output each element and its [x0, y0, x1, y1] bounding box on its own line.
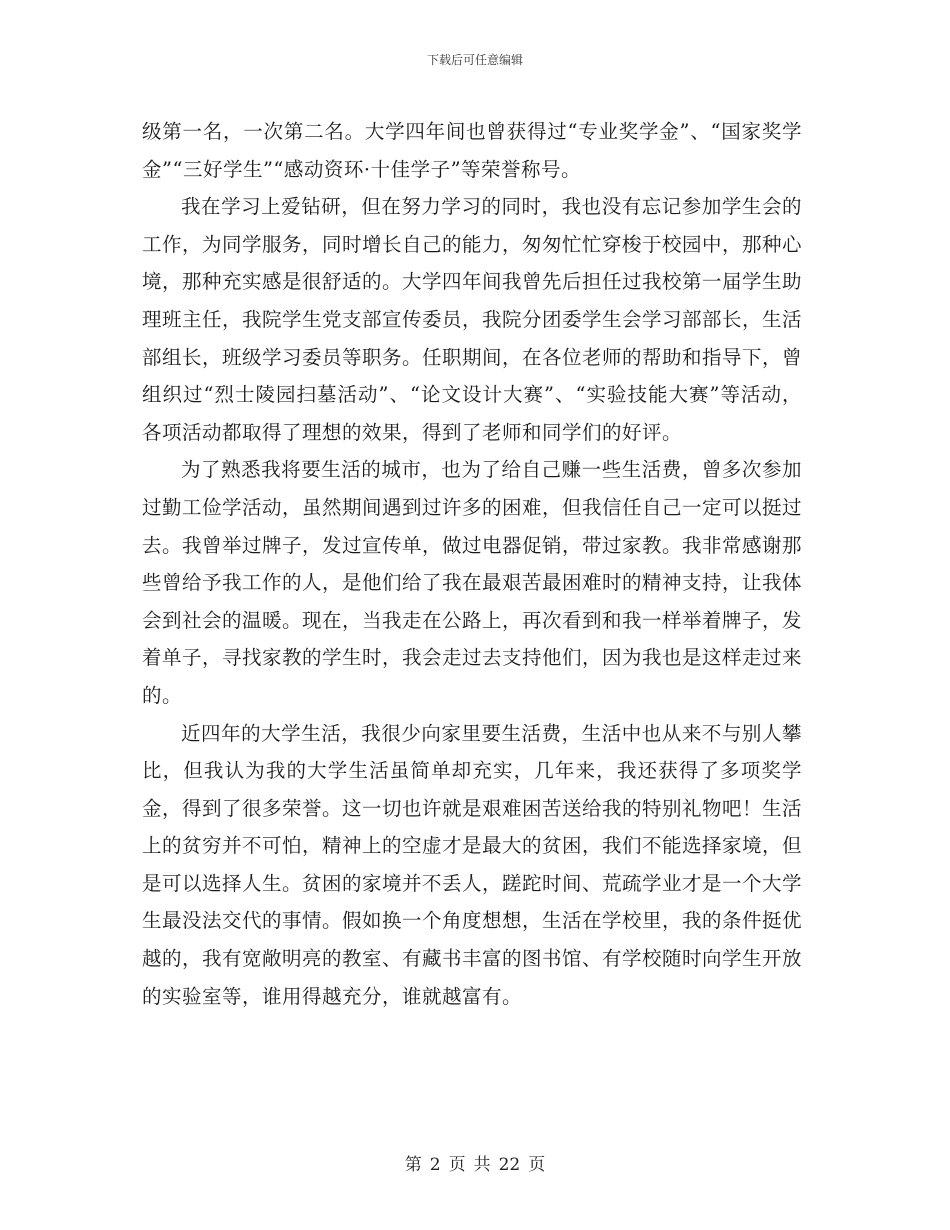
paragraph-2: 我在学习上爱钻研，但在努力学习的同时，我也没有忘记参加学生会的工作，为同学服务，同时增长自己的能力，匆匆忙忙穿梭于校园中，那种心境，那种充实感是很舒适的。大学四年间我曾先后担任过我校第一届学生助理班主任，我院学生党支部宣传委员，我院分团委学生会学习部部长，生活部组长，班级学习委员等职务。任职期间，在各位老师的帮助和指导下，曾组织过“烈士陵园扫墓活动”、“论文设计大赛”、“实验技能大赛”等活动，各项活动都取得了理想的效果，得到了老师和同学们的好评。	[142, 195, 803, 444]
footer-total-word: 共	[473, 1155, 491, 1175]
footer-page-word: 页	[448, 1155, 466, 1175]
footer-total-pages: 22	[498, 1155, 521, 1175]
footer-suffix: 页	[528, 1155, 546, 1175]
paragraph-3: 为了熟悉我将要生活的城市，也为了给自己赚一些生活费，曾多次参加过勤工俭学活动，虽然期间遇到过许多的困难，但我信任自己一定可以挺过去。我曾举过牌子，发过宣传单，做过电器促销，带过家教。我非常感谢那些曾给予我工作的人，是他们给了我在最艰苦最困难时的精神支持，让我体会到社会的温暖。现在，当我走在公路上，再次看到和我一样举着牌子，发着单子，寻找家教的学生时，我会走过去支持他们，因为我也是这样走过来的。	[142, 458, 803, 707]
paragraph-1: 级第一名，一次第二名。大学四年间也曾获得过“专业奖学金”、“国家奖学金”“三好学生”“感动资环·十佳学子”等荣誉称号。	[142, 120, 802, 181]
footer-current-page: 2	[429, 1155, 441, 1175]
page-header: 下载后可任意编辑	[426, 53, 523, 67]
paragraph-4: 近四年的大学生活，我很少向家里要生活费，生活中也从来不与别人攀比，但我认为我的大学生活虽简单却充实，几年来，我还获得了多项奖学金，得到了很多荣誉。这一切也许就是艰难困苦送给我的特别礼物吧！生活上的贫穷并不可怕，精神上的空虚才是最大的贫困，我们不能选择家境，但是可以选择人生。贫困的家境并不丢人，蹉跎时间、荒疏学业才是一个大学生最没法交代的事情。假如换一个角度想想，生活在学校里，我的条件挺优越的，我有宽敞明亮的教室、有藏书丰富的图书馆、有学校随时向学生开放的实验室等，谁用得越充分，谁就越富有。	[142, 721, 803, 1008]
document-body	[142, 113, 802, 1015]
footer-prefix: 第	[404, 1155, 422, 1175]
page-footer	[0, 1153, 950, 1177]
